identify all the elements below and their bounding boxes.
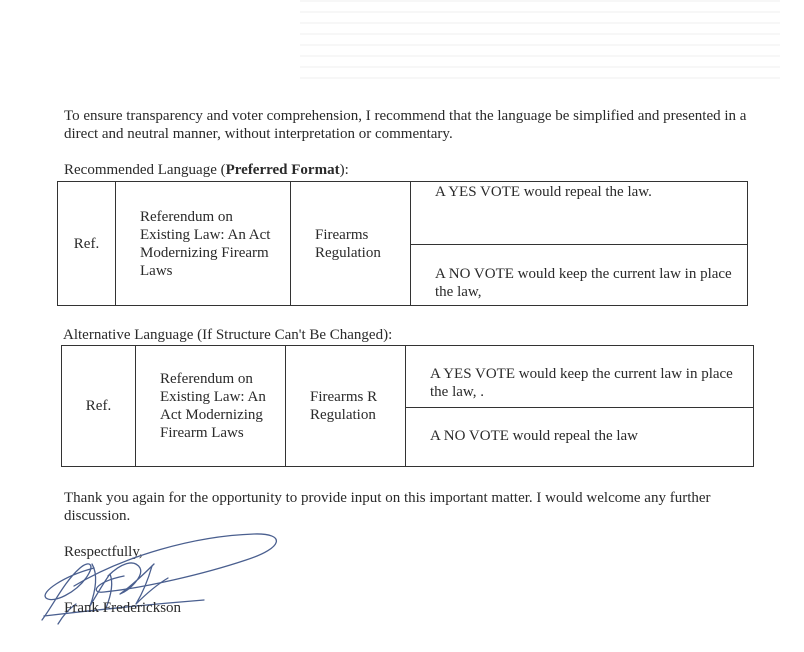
signer-name: Frank Frederickson — [64, 600, 182, 616]
recommended-language-table — [57, 181, 748, 306]
ref-cell: Ref. — [58, 182, 116, 306]
no-vote-cell: A NO VOTE would keep the current law in place the law, — [411, 245, 748, 306]
yes-vote-cell: A YES VOTE would keep the current law in place the law, . — [406, 346, 754, 408]
subject-cell: Firearms Regulation — [291, 182, 411, 306]
referendum-title-cell: Referendum on Existing Law: An Act Modernizing Firearm Laws — [136, 346, 286, 467]
faint-letterhead-bleed — [300, 0, 780, 80]
yes-vote-cell: A YES VOTE would repeal the law. — [411, 182, 748, 245]
alternative-language-table — [61, 345, 754, 467]
no-vote-cell: A NO VOTE would repeal the law — [406, 408, 754, 467]
intro-paragraph: To ensure transparency and voter comprehension, I recommend that the language be simplified and presented in a direct and neutral manner, without interpretation or commentary. — [64, 108, 747, 142]
subject-cell: Firearms R Regulation — [286, 346, 406, 467]
referendum-title-cell: Referendum on Existing Law: An Act Modernizing Firearm Laws — [116, 182, 291, 306]
recommended-language-label: Recommended Language (Preferred Format): — [64, 162, 349, 178]
preferred-format-bold: Preferred Format — [225, 162, 340, 178]
alternative-language-label: Alternative Language (If Structure Can't Be Changed): — [63, 327, 393, 343]
respectfully-closing: Respectfully, — [64, 544, 143, 560]
closing-paragraph: Thank you again for the opportunity to provide input on this important matter. I would welcome any further discussion. — [64, 490, 711, 524]
ref-cell: Ref. — [62, 346, 136, 467]
